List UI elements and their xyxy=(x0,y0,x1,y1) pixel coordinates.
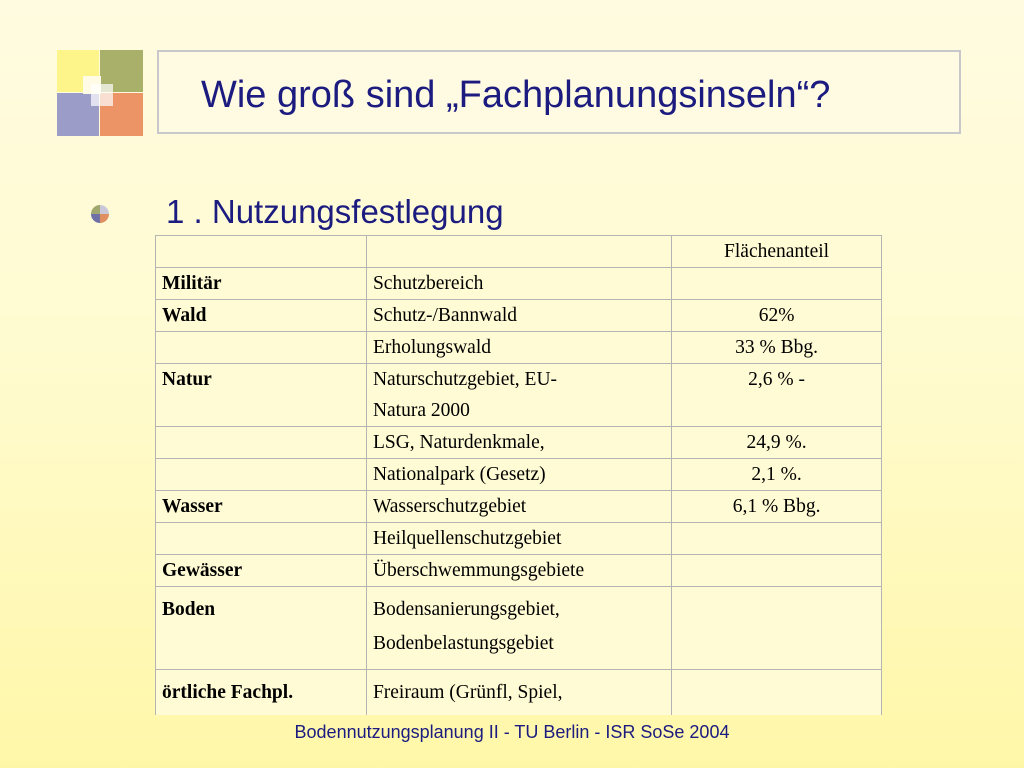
category-cell xyxy=(156,427,367,459)
table-row xyxy=(156,523,882,555)
bullet-icon xyxy=(90,204,110,224)
header-cell xyxy=(366,236,671,268)
designation-cell xyxy=(366,364,671,427)
designation-cell: Überschwemmungsgebiete xyxy=(366,555,671,587)
category-cell: Wald xyxy=(156,300,367,332)
designation-cell: Erholungswald xyxy=(366,332,671,364)
title-box xyxy=(157,50,961,134)
table-row xyxy=(156,332,882,364)
header-cell-share: Flächenanteil xyxy=(672,236,882,268)
share-cell xyxy=(672,523,882,555)
table-row xyxy=(156,268,882,300)
designation-line: Bodensanierungsgebiet, xyxy=(372,599,560,620)
share-cell: 62% xyxy=(672,300,882,332)
designation-cell: Heilquellenschutzgebiet xyxy=(366,523,671,555)
category-cell: Natur xyxy=(156,364,367,427)
category-cell xyxy=(156,332,367,364)
designation-cell xyxy=(366,670,671,716)
share-cell xyxy=(672,555,882,587)
category-cell xyxy=(156,459,367,491)
table-row xyxy=(156,670,882,716)
table-row xyxy=(156,364,882,427)
designation-cell: LSG, Naturdenkmale, xyxy=(366,427,671,459)
table-row xyxy=(156,427,882,459)
designation-line: Freiraum (Grünfl, Spiel, xyxy=(372,682,563,703)
designation-cell: Wasserschutzgebiet xyxy=(366,491,671,523)
share-cell xyxy=(672,268,882,300)
category-cell: örtliche Fachpl. xyxy=(156,670,367,716)
slide-title: Wie groß sind „Fachplanungsinseln“? xyxy=(201,74,831,116)
designation-line: Naturschutzgebiet, EU- xyxy=(372,369,558,390)
designation-cell xyxy=(366,587,671,670)
table-row xyxy=(156,491,882,523)
share-cell: 33 % Bbg. xyxy=(672,332,882,364)
category-cell xyxy=(156,523,367,555)
table-row xyxy=(156,587,882,670)
slide-footer: Bodennutzungsplanung II - TU Berlin - ISR SoSe 2004 xyxy=(294,722,730,742)
header-cell xyxy=(156,236,367,268)
share-cell xyxy=(672,670,882,716)
designation-line: Bodenbelastungsgebiet xyxy=(372,633,554,654)
designation-cell: Nationalpark (Gesetz) xyxy=(366,459,671,491)
table-header-row xyxy=(156,236,882,268)
category-cell: Wasser xyxy=(156,491,367,523)
share-cell: 24,9 %. xyxy=(672,427,882,459)
land-use-table xyxy=(155,235,882,715)
designation-cell: Schutzbereich xyxy=(366,268,671,300)
category-cell: Gewässer xyxy=(156,555,367,587)
share-cell: 2,1 %. xyxy=(672,459,882,491)
slide-logo xyxy=(57,50,143,136)
table-row xyxy=(156,555,882,587)
share-cell xyxy=(672,587,882,670)
share-cell: 2,6 % - xyxy=(672,364,882,427)
table-row xyxy=(156,300,882,332)
category-cell: Militär xyxy=(156,268,367,300)
designation-line: Natura 2000 xyxy=(372,400,470,421)
category-cell: Boden xyxy=(156,587,367,670)
table-row xyxy=(156,459,882,491)
designation-cell: Schutz-/Bannwald xyxy=(366,300,671,332)
share-cell: 6,1 % Bbg. xyxy=(672,491,882,523)
subheading: 1 . Nutzungsfestlegung xyxy=(166,193,504,230)
designation-line xyxy=(373,710,665,715)
